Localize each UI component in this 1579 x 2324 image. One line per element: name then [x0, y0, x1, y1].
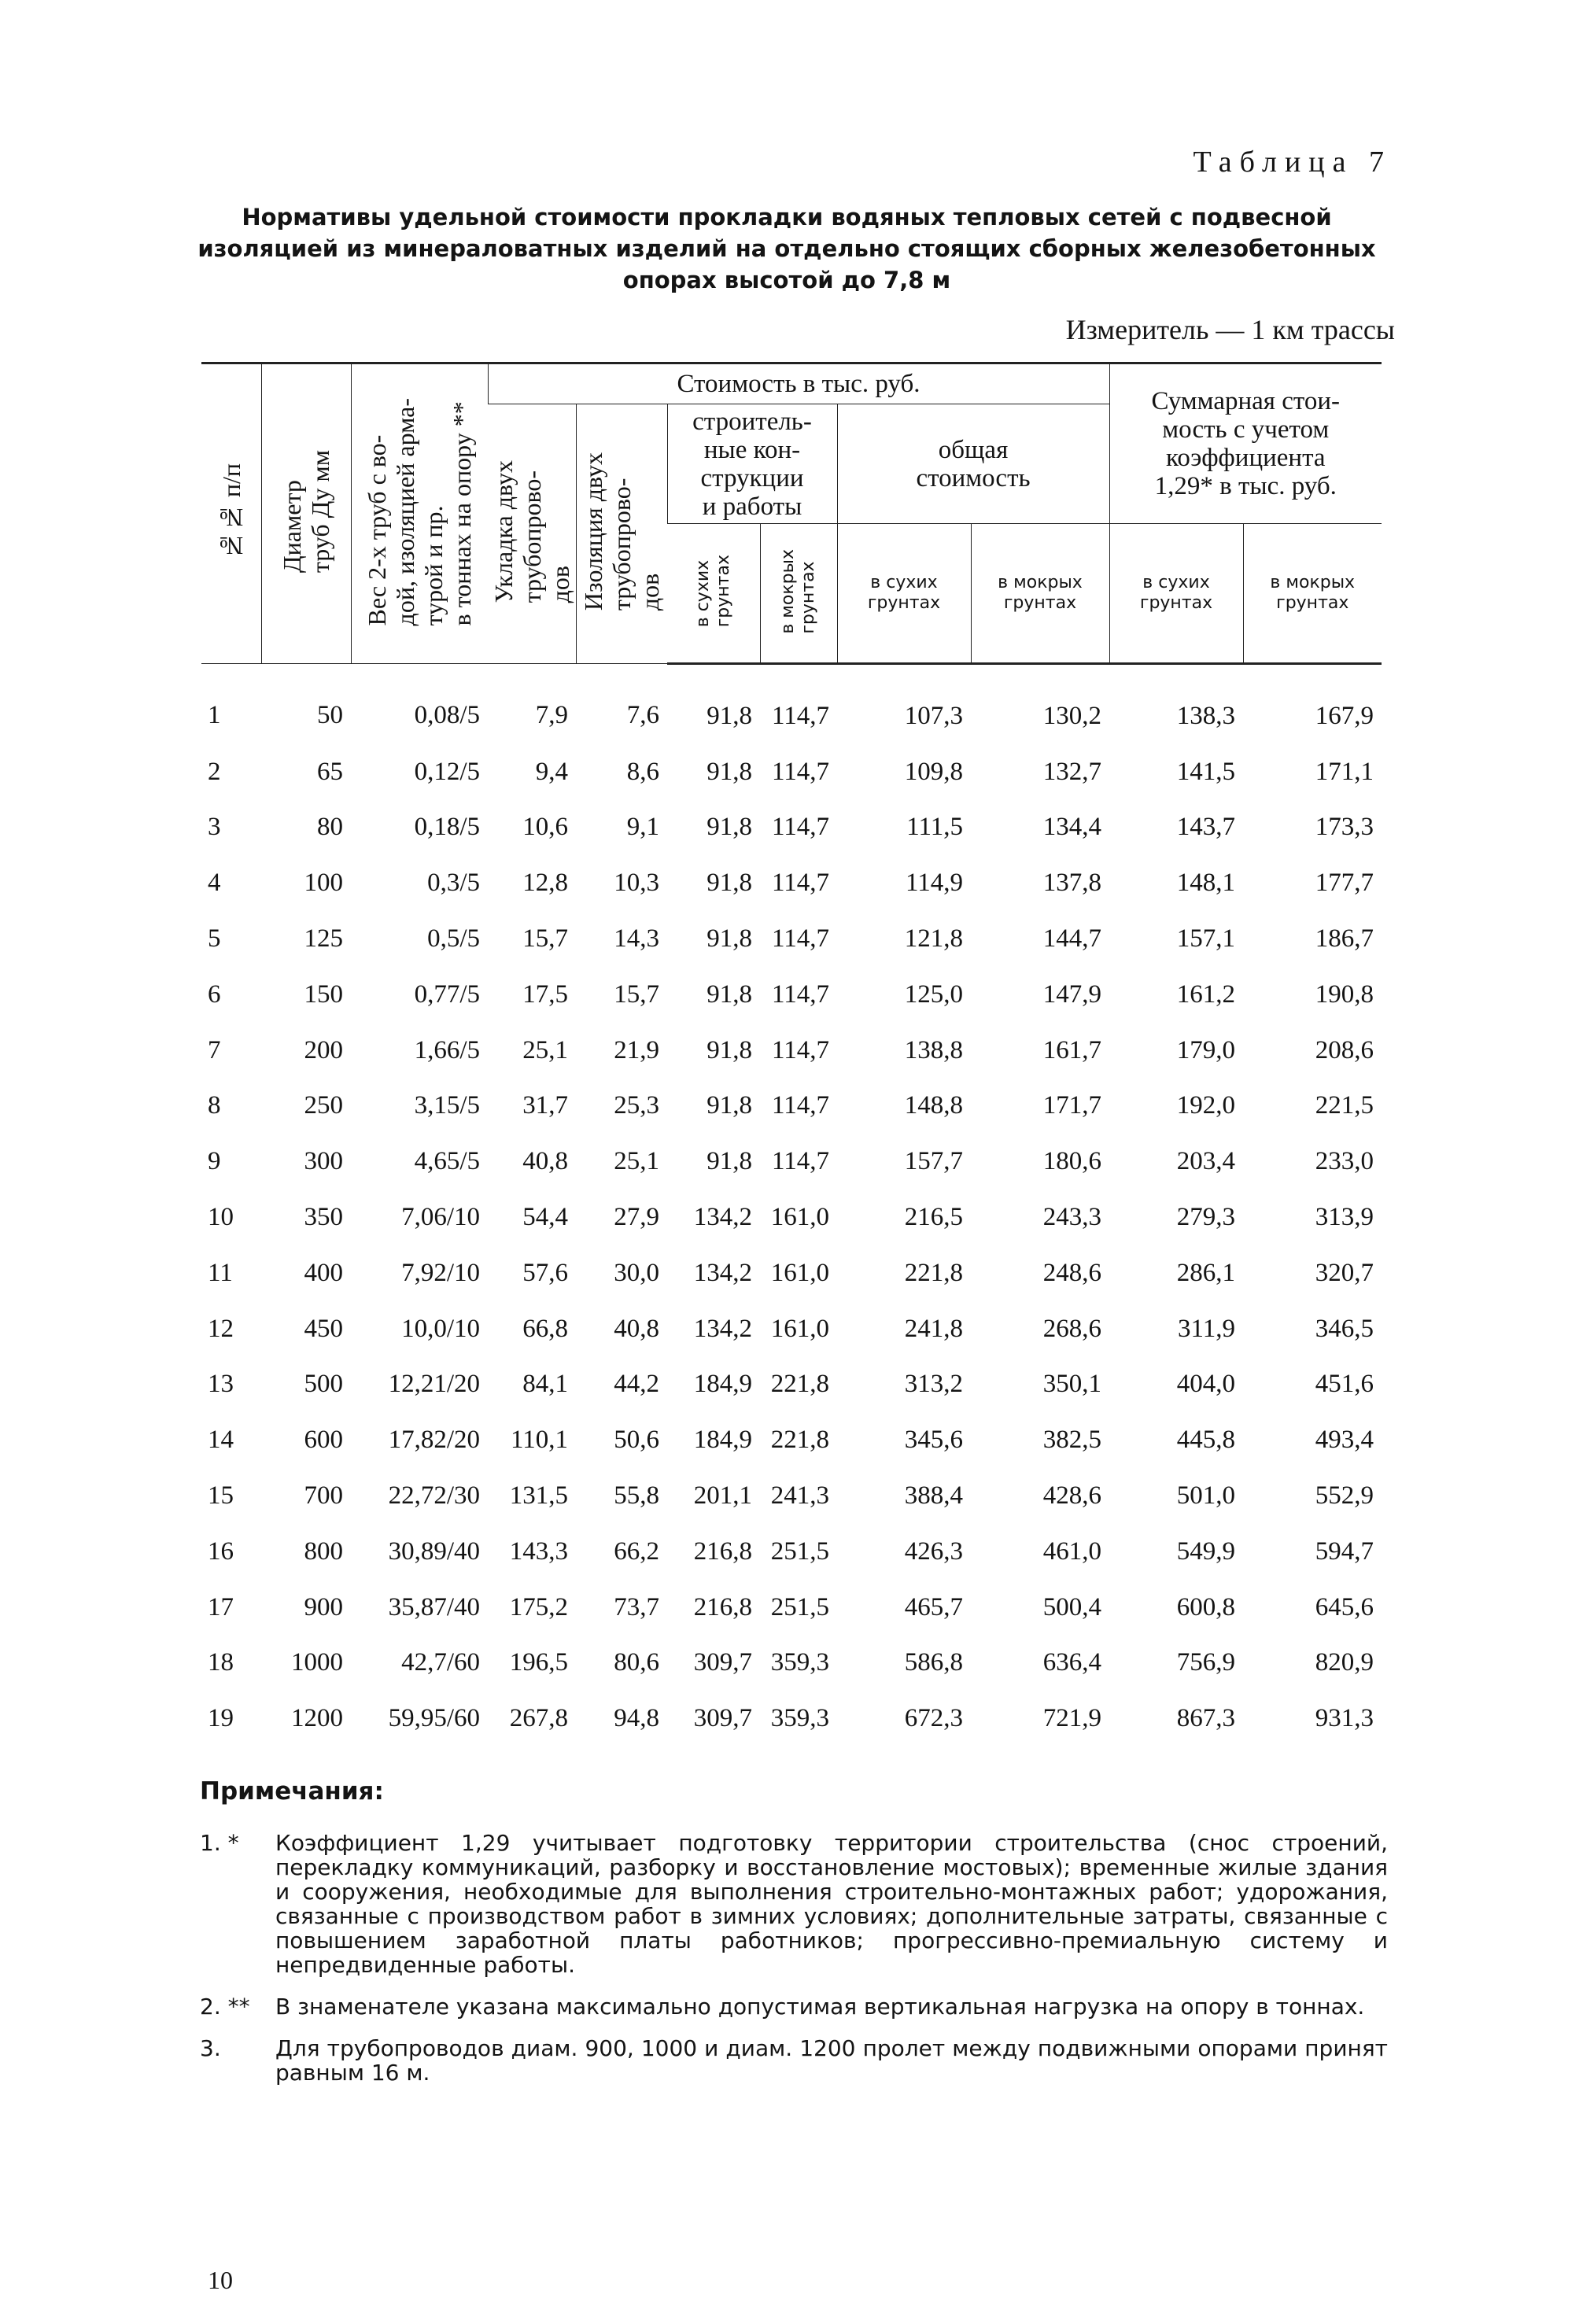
table-cell: 137,8 [1042, 869, 1102, 898]
note-number: 2. ** [200, 1994, 250, 2020]
table-cell: 350,1 [1042, 1370, 1102, 1399]
table-cell: 250 [304, 1091, 343, 1120]
table-cell: 21,9 [614, 1035, 659, 1064]
header-insulation: Изоляция двух трубопрово- дов [576, 404, 667, 664]
note-text: В знаменателе указана максимально допустимая вертикальная нагрузка на опору в тоннах. [275, 1994, 1365, 2020]
table-cell: 241,3 [770, 1481, 829, 1511]
table-cell: 3 [208, 813, 221, 842]
table-cell: 144,7 [1042, 924, 1102, 954]
table-cell: 216,8 [693, 1592, 752, 1621]
table-cell: 552,9 [1315, 1481, 1374, 1511]
table-cell: 0,5/5 [427, 924, 480, 954]
table-cell: 134,2 [693, 1314, 752, 1343]
table-cell: 251,5 [770, 1536, 829, 1566]
table-cell: 40,8 [522, 1147, 568, 1176]
table-cell: 132,7 [1042, 757, 1102, 786]
table-cell: 286,1 [1176, 1258, 1236, 1287]
table-cell: 66,8 [522, 1314, 568, 1343]
table-cell: 1,66/5 [414, 1035, 480, 1064]
table-row [201, 967, 1382, 1023]
table-cell: 4 [208, 869, 221, 898]
table-cell: 931,3 [1315, 1704, 1374, 1733]
notes [200, 1777, 1388, 2102]
table-cell: 549,9 [1176, 1536, 1236, 1566]
table-cell: 248,6 [1042, 1258, 1102, 1287]
table-cell: 320,7 [1315, 1258, 1374, 1287]
table-cell: 114,9 [905, 869, 963, 898]
table-body [201, 664, 1382, 1747]
table-cell: 147,9 [1042, 979, 1102, 1009]
table-cell: 50,6 [614, 1426, 659, 1455]
note-item [200, 2036, 1388, 2085]
table-cell: 35,87/40 [388, 1592, 480, 1621]
table-cell: 110,1 [510, 1426, 568, 1455]
table-cell: 200 [304, 1035, 343, 1064]
table-cell: 44,2 [614, 1370, 659, 1399]
table-cell: 586,8 [904, 1648, 963, 1677]
table-cell: 19 [208, 1704, 234, 1733]
table-cell: 0,77/5 [414, 979, 480, 1009]
table-cell: 309,7 [693, 1704, 752, 1733]
table-cell: 157,1 [1176, 924, 1236, 954]
table-cell: 196,5 [509, 1648, 568, 1677]
cost-table [201, 362, 1382, 1747]
header-sum-wet: в мокрых грунтах [1243, 524, 1382, 664]
table-cell: 184,9 [693, 1370, 752, 1399]
table-cell: 13 [208, 1370, 234, 1399]
table-cell: 180,6 [1042, 1147, 1102, 1176]
table-cell: 114,7 [771, 813, 829, 842]
table-cell: 309,7 [693, 1648, 752, 1677]
table-cell: 30,0 [614, 1258, 659, 1287]
table-cell: 7,92/10 [401, 1258, 480, 1287]
table-cell: 190,8 [1315, 979, 1374, 1009]
table-cell: 100 [304, 869, 343, 898]
table-title: Нормативы удельной стоимости прокладки водяных тепловых сетей с подвесной изоляцией из минераловатных изделий на отдельно стоящих сборных железобетонных опорах высотой до 7,8 м [197, 204, 1376, 293]
header-total: общая стоимость [837, 404, 1109, 524]
table-row [201, 1580, 1382, 1636]
table-cell: 91,8 [706, 701, 752, 730]
table-cell: 179,0 [1176, 1035, 1236, 1064]
header-weight: Вес 2-х труб с во- дой, изоляцией арма- турой и пр. в тоннах на опору ** [351, 363, 488, 664]
table-cell: 279,3 [1176, 1203, 1236, 1232]
table-cell: 114,7 [771, 701, 829, 730]
note-number: 3. [200, 2035, 221, 2061]
table-cell: 450 [304, 1314, 343, 1343]
table-cell: 0,3/5 [427, 869, 480, 898]
table-cell: 445,8 [1176, 1426, 1236, 1455]
table-cell: 91,8 [706, 813, 752, 842]
table-cell: 177,7 [1315, 869, 1374, 898]
table-cell: 114,7 [771, 869, 829, 898]
table-cell: 820,9 [1315, 1648, 1374, 1677]
table-cell: 404,0 [1176, 1370, 1236, 1399]
table-number: Таблица 7 [1193, 146, 1392, 179]
table-cell: 346,5 [1315, 1314, 1374, 1343]
table-cell: 10,3 [614, 869, 659, 898]
measure-unit: Измеритель — 1 км трассы [1065, 314, 1395, 345]
table-cell: 268,6 [1042, 1314, 1102, 1343]
table-cell: 350 [304, 1203, 343, 1232]
table-cell: 171,1 [1315, 757, 1374, 786]
table-cell: 114,7 [771, 1091, 829, 1120]
table-row [201, 800, 1382, 856]
note-text: Для трубопроводов диам. 900, 1000 и диам. 1200 пролет между подвижными опорами принят равным 16 м. [275, 2035, 1388, 2086]
table-cell: 382,5 [1042, 1426, 1102, 1455]
table-cell: 91,8 [706, 1091, 752, 1120]
table-cell: 114,7 [771, 757, 829, 786]
notes-heading: Примечания: [200, 1777, 384, 1806]
table-row [201, 1190, 1382, 1245]
table-cell: 388,4 [904, 1481, 963, 1511]
table-cell: 0,12/5 [414, 757, 480, 786]
table-cell: 721,9 [1042, 1704, 1102, 1733]
table-cell: 114,7 [771, 1035, 829, 1064]
table-cell: 241,8 [904, 1314, 963, 1343]
table-cell: 59,95/60 [388, 1704, 480, 1733]
table-cell: 25,1 [614, 1147, 659, 1176]
table-cell: 1200 [291, 1704, 343, 1733]
table-cell: 161,7 [1042, 1035, 1102, 1064]
table-cell: 17 [208, 1592, 234, 1621]
table-cell: 0,08/5 [414, 701, 480, 730]
table-cell: 138,8 [904, 1035, 963, 1064]
table-row [201, 664, 1382, 744]
header-constr-wet: в мокрых грунтах [760, 524, 837, 664]
table-cell: 14 [208, 1426, 234, 1455]
table-row [201, 855, 1382, 911]
note-text: Коэффициент 1,29 учитывает подготовку территории строительства (снос строений, перекладку коммуникаций, разборку и восстановление мостовых); временные жилые здания и сооружения, необходимые для выполнения строительно-монтажных работ; удорожания, связанные с производством работ в зимних условиях; дополнительные затраты, связанные с повышением заработной платы работников; прогрессивно-премиальную систему и непредвиденные работы. [275, 1830, 1388, 1978]
note-item [200, 1994, 1388, 2019]
table-cell: 111,5 [906, 813, 963, 842]
table-cell: 451,6 [1315, 1370, 1374, 1399]
table-cell: 91,8 [706, 979, 752, 1009]
table-cell: 14,3 [614, 924, 659, 954]
header-constr-dry: в сухих грунтах [667, 524, 760, 664]
table-cell: 161,0 [770, 1314, 829, 1343]
table-cell: 400 [304, 1258, 343, 1287]
table-cell: 500 [304, 1370, 343, 1399]
table-cell: 84,1 [522, 1370, 568, 1399]
table-cell: 91,8 [706, 1147, 752, 1176]
table-row [201, 1468, 1382, 1524]
table-cell: 161,0 [770, 1203, 829, 1232]
table-cell: 173,3 [1315, 813, 1374, 842]
table-cell: 700 [304, 1481, 343, 1511]
table-cell: 125,0 [904, 979, 963, 1009]
table-cell: 161,0 [770, 1258, 829, 1287]
table-cell: 600,8 [1176, 1592, 1236, 1621]
table-cell: 267,8 [509, 1704, 568, 1733]
table-cell: 221,8 [770, 1370, 829, 1399]
table-cell: 25,3 [614, 1091, 659, 1120]
header-summary: Суммарная стои- мость с учетом коэффициента 1,29* в тыс. руб. [1109, 363, 1382, 524]
table-cell: 134,2 [693, 1203, 752, 1232]
table-cell: 7,06/10 [401, 1203, 480, 1232]
table-row [201, 1412, 1382, 1468]
header-laying: Укладка двух трубопрово- дов [488, 404, 576, 664]
table-cell: 125 [304, 924, 343, 954]
table-cell: 243,3 [1042, 1203, 1102, 1232]
table-cell: 73,7 [614, 1592, 659, 1621]
table-row [201, 1524, 1382, 1580]
table-cell: 501,0 [1176, 1481, 1236, 1511]
table-cell: 143,3 [509, 1536, 568, 1566]
table-cell: 900 [304, 1592, 343, 1621]
table-cell: 756,9 [1176, 1648, 1236, 1677]
table-cell: 1 [208, 701, 221, 730]
table-cell: 91,8 [706, 1035, 752, 1064]
table-cell: 5 [208, 924, 221, 954]
table-cell: 7 [208, 1035, 221, 1064]
table-cell: 66,2 [614, 1536, 659, 1566]
table-row [201, 911, 1382, 967]
header-cost-group: Стоимость в тыс. руб. [488, 363, 1109, 404]
table-cell: 55,8 [614, 1481, 659, 1511]
table-row [201, 1079, 1382, 1134]
header-num: №№ п/п [201, 363, 261, 664]
table-cell: 57,6 [522, 1258, 568, 1287]
table-cell: 11 [208, 1258, 233, 1287]
table-cell: 4,65/5 [414, 1147, 480, 1176]
table-cell: 18 [208, 1648, 234, 1677]
table-cell: 8,6 [626, 757, 659, 786]
table-cell: 8 [208, 1091, 221, 1120]
table-cell: 7,6 [626, 701, 659, 730]
table-cell: 16 [208, 1536, 234, 1566]
table-cell: 428,6 [1042, 1481, 1102, 1511]
table-cell: 221,8 [904, 1258, 963, 1287]
table-cell: 233,0 [1315, 1147, 1374, 1176]
table-cell: 1000 [291, 1648, 343, 1677]
table-cell: 300 [304, 1147, 343, 1176]
table-cell: 867,3 [1176, 1704, 1236, 1733]
table-cell: 143,7 [1176, 813, 1236, 842]
table-cell: 9,4 [535, 757, 568, 786]
table-cell: 109,8 [904, 757, 963, 786]
table-row [201, 1134, 1382, 1190]
table-cell: 91,8 [706, 924, 752, 954]
table-cell: 6 [208, 979, 221, 1009]
table-cell: 251,5 [770, 1592, 829, 1621]
table-cell: 107,3 [904, 701, 963, 730]
table-cell: 359,3 [770, 1648, 829, 1677]
table-cell: 221,5 [1315, 1091, 1374, 1120]
header-sum-dry: в сухих грунтах [1109, 524, 1243, 664]
table-cell: 161,2 [1176, 979, 1236, 1009]
table-row [201, 744, 1382, 800]
table-cell: 80 [317, 813, 343, 842]
table-cell: 50 [317, 701, 343, 730]
table-cell: 600 [304, 1426, 343, 1455]
table-cell: 15,7 [614, 979, 659, 1009]
table-cell: 345,6 [904, 1426, 963, 1455]
table-cell: 175,2 [509, 1592, 568, 1621]
table-cell: 192,0 [1176, 1091, 1236, 1120]
table-cell: 114,7 [771, 1147, 829, 1176]
table-cell: 12,8 [522, 869, 568, 898]
table-cell: 157,7 [904, 1147, 963, 1176]
header-construction: строитель- ные кон- струкции и работы [667, 404, 837, 524]
table-cell: 221,8 [770, 1426, 829, 1455]
table-cell: 15 [208, 1481, 234, 1511]
table-cell: 208,6 [1315, 1035, 1374, 1064]
table-cell: 800 [304, 1536, 343, 1566]
table-cell: 54,4 [522, 1203, 568, 1232]
table-cell: 141,5 [1176, 757, 1236, 786]
table-cell: 9 [208, 1147, 221, 1176]
table-cell: 134,2 [693, 1258, 752, 1287]
table-row [201, 1301, 1382, 1357]
table-cell: 2 [208, 757, 221, 786]
table-cell: 148,1 [1176, 869, 1236, 898]
table-cell: 636,4 [1042, 1648, 1102, 1677]
page-number: 10 [208, 2266, 233, 2294]
table-row [201, 1636, 1382, 1691]
table-cell: 500,4 [1042, 1592, 1102, 1621]
table-row [201, 1245, 1382, 1301]
table-cell: 131,5 [509, 1481, 568, 1511]
table-cell: 313,2 [904, 1370, 963, 1399]
table-cell: 594,7 [1315, 1536, 1374, 1566]
header-total-wet: в мокрых грунтах [971, 524, 1109, 664]
table-cell: 134,4 [1042, 813, 1102, 842]
table-cell: 91,8 [706, 869, 752, 898]
table-cell: 40,8 [614, 1314, 659, 1343]
table-cell: 12 [208, 1314, 234, 1343]
table-cell: 121,8 [904, 924, 963, 954]
note-item [200, 1831, 1388, 1977]
table-cell: 0,18/5 [414, 813, 480, 842]
table-cell: 465,7 [904, 1592, 963, 1621]
table-cell: 10,6 [522, 813, 568, 842]
table-cell: 203,4 [1176, 1147, 1236, 1176]
table-cell: 31,7 [522, 1091, 568, 1120]
table-cell: 201,1 [693, 1481, 752, 1511]
header-diameter: Диаметр труб Ду мм [261, 363, 351, 664]
table-cell: 65 [317, 757, 343, 786]
table-cell: 461,0 [1042, 1536, 1102, 1566]
table-cell: 3,15/5 [414, 1091, 480, 1120]
table-cell: 91,8 [706, 757, 752, 786]
table-cell: 171,7 [1042, 1091, 1102, 1120]
table-cell: 17,82/20 [388, 1426, 480, 1455]
table-row [201, 1357, 1382, 1413]
table-cell: 138,3 [1176, 701, 1236, 730]
table-cell: 114,7 [771, 979, 829, 1009]
table-cell: 216,8 [693, 1536, 752, 1566]
table-cell: 148,8 [904, 1091, 963, 1120]
note-number: 1. * [200, 1830, 239, 1856]
table-cell: 22,72/30 [388, 1481, 480, 1511]
table-cell: 12,21/20 [388, 1370, 480, 1399]
table-cell: 426,3 [904, 1536, 963, 1566]
header-total-dry: в сухих грунтах [837, 524, 971, 664]
table-cell: 114,7 [771, 924, 829, 954]
table-cell: 645,6 [1315, 1592, 1374, 1621]
table-row [201, 1691, 1382, 1747]
table-cell: 17,5 [522, 979, 568, 1009]
table-cell: 167,9 [1315, 701, 1374, 730]
table-cell: 10 [208, 1203, 234, 1232]
table-cell: 186,7 [1315, 924, 1374, 954]
notes-list [200, 1831, 1388, 2085]
table-cell: 7,9 [535, 701, 568, 730]
table-cell: 672,3 [904, 1704, 963, 1733]
table-cell: 15,7 [522, 924, 568, 954]
table-cell: 9,1 [626, 813, 659, 842]
table-cell: 184,9 [693, 1426, 752, 1455]
table-cell: 493,4 [1315, 1426, 1374, 1455]
table-row [201, 1023, 1382, 1079]
table-cell: 10,0/10 [401, 1314, 480, 1343]
table-cell: 150 [304, 979, 343, 1009]
table-cell: 216,5 [904, 1203, 963, 1232]
table-cell: 313,9 [1315, 1203, 1374, 1232]
table-cell: 25,1 [522, 1035, 568, 1064]
table-cell: 42,7/60 [401, 1648, 480, 1677]
table-cell: 130,2 [1042, 701, 1102, 730]
table-cell: 359,3 [770, 1704, 829, 1733]
table-cell: 94,8 [614, 1704, 659, 1733]
table-cell: 80,6 [614, 1648, 659, 1677]
table-cell: 27,9 [614, 1203, 659, 1232]
table-cell: 311,9 [1177, 1314, 1236, 1343]
table-cell: 30,89/40 [388, 1536, 480, 1566]
